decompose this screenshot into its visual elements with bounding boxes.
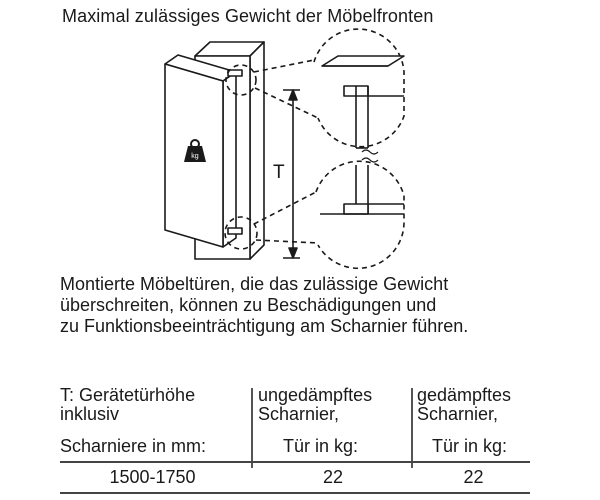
height-dimension-line [283, 90, 300, 258]
header-undamped-line: ungedämpftes [258, 385, 373, 405]
warning-line: überschreiten, können zu Beschädigungen und [60, 295, 437, 315]
cell-damped-weight: 22 [463, 467, 484, 487]
table-bottom-rule [60, 492, 530, 494]
cell-undamped-weight: 22 [322, 467, 344, 487]
warning-text [60, 274, 590, 337]
header-height-line: inklusiv [60, 404, 120, 424]
weight-icon-label: kg [191, 153, 199, 160]
weight-spec-table [60, 386, 530, 496]
cell-height: 1500-1750 [109, 467, 196, 487]
unit-label-height: Scharniere in mm: [60, 436, 207, 456]
warning-line: zu Funktionsbeeinträchtigung am Scharnier führen. [60, 316, 469, 336]
column-divider [251, 388, 253, 468]
bottom-hinge-bracket [228, 228, 242, 234]
header-damped-line: Scharnier, [417, 404, 499, 424]
top-hinge-detail [314, 29, 404, 154]
top-hinge-bracket [228, 70, 242, 76]
header-damped-line: gedämpftes [417, 385, 512, 405]
bottom-hinge-detail [316, 158, 404, 268]
warning-line: Montierte Möbeltüren, die das zulässige Gewicht [60, 274, 449, 294]
header-undamped-line: Scharnier, [258, 404, 340, 424]
dimension-label: T [273, 162, 285, 183]
header-undamped [258, 386, 408, 424]
header-damped [417, 386, 530, 424]
table-header-divider [60, 461, 530, 463]
header-height [60, 386, 245, 424]
page-title: Maximal zulässiges Gewicht der Möbelfronten [62, 6, 434, 26]
unit-label-damped: Tür in kg: [432, 436, 508, 456]
unit-label-undamped: Tür in kg: [283, 436, 359, 456]
column-divider [411, 388, 413, 468]
header-height-line: T: Gerätetürhöhe [60, 385, 196, 405]
